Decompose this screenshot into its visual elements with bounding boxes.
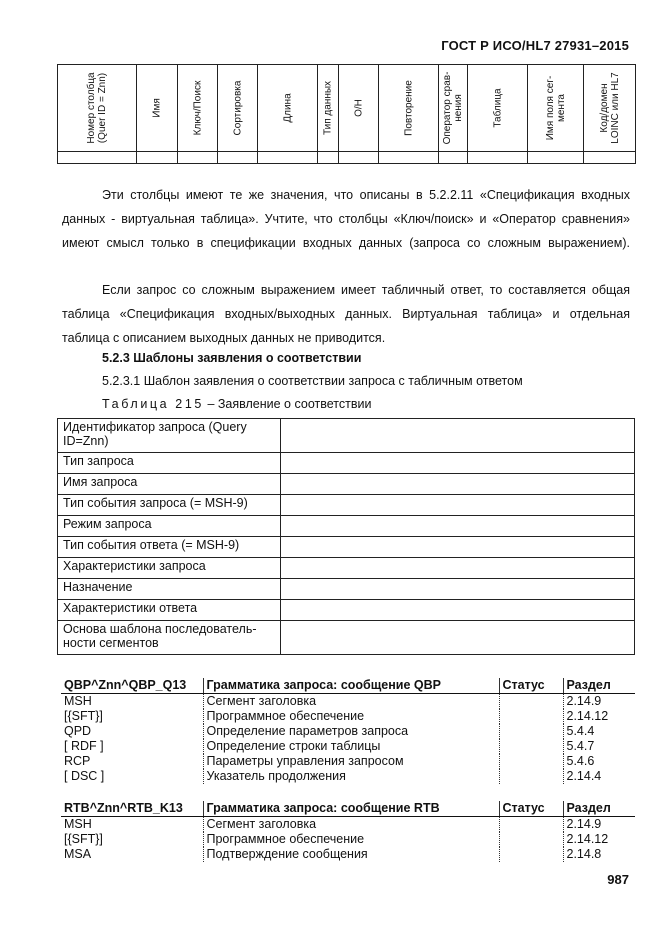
- table-row: Характеристики ответа: [58, 600, 635, 621]
- column-spec-table: [57, 64, 636, 164]
- col-on-header: О/Н: [339, 65, 379, 152]
- col-name-header: Имя: [137, 65, 178, 152]
- table-row: QPD Определение параметров запроса 5.4.4: [61, 724, 635, 739]
- table-row: Идентификатор запроса (Query ID=Znn): [58, 419, 635, 453]
- col-key-search-header: Ключ/Поиск: [178, 65, 218, 152]
- column-empty-row: [58, 152, 636, 164]
- grammar-header-row: RTB^Znn^RTB_K13 Грамматика запроса: сообщение RTB Статус Раздел: [61, 801, 635, 817]
- col-segment-field-header: Имя поля сег- мента: [528, 65, 584, 152]
- grammar-header-row: QBP^Znn^QBP_Q13 Грамматика запроса: сообщение QBP Статус Раздел: [61, 678, 635, 694]
- table-row: Характеристики запроса: [58, 558, 635, 579]
- table-row: [ RDF ] Определение строки таблицы 5.4.7: [61, 739, 635, 754]
- table-row: Тип события запроса (= MSH-9): [58, 495, 635, 516]
- col-table-header: Таблица: [468, 65, 528, 152]
- table-row: Назначение: [58, 579, 635, 600]
- section-heading: 5.2.3 Шаблоны заявления о соответствии: [102, 351, 362, 365]
- col-code-domain-header: Код/домен LOINC или HL7: [584, 65, 636, 152]
- table-caption-title: Заявление о соответствии: [217, 397, 372, 411]
- table-row: [{SFT}] Программное обеспечение 2.14.12: [61, 832, 635, 847]
- table-caption-dash: –: [207, 397, 215, 411]
- table-row: RCP Параметры управления запросом 5.4.6: [61, 754, 635, 769]
- table-row: Имя запроса: [58, 474, 635, 495]
- qbp-grammar-table: [61, 678, 635, 784]
- col-length-header: Длина: [258, 65, 318, 152]
- table-caption: [102, 397, 371, 411]
- paragraph-1: Эти столбцы имеют те же значения, что описаны в 5.2.2.11 «Спецификация входных данных - виртуальная таблица». Учтите, что столбцы «Ключ/поиск» и «Оператор сравнения» имеют смысл только в спецификации входных данных (запроса со сложным выражением).: [62, 188, 630, 250]
- rtb-grammar-table: [61, 801, 635, 862]
- table-row: [ DSC ] Указатель продолжения 2.14.4: [61, 769, 635, 784]
- col-sort-header: Сортировка: [218, 65, 258, 152]
- table-row: MSH Сегмент заголовка 2.14.9: [61, 817, 635, 833]
- table-row: [{SFT}] Программное обеспечение 2.14.12: [61, 709, 635, 724]
- section-subheading: 5.2.3.1 Шаблон заявления о соответствии запроса с табличным ответом: [102, 374, 523, 388]
- table-row: MSA Подтверждение сообщения 2.14.8: [61, 847, 635, 862]
- page-number: 987: [607, 872, 629, 887]
- table-row: MSH Сегмент заголовка 2.14.9: [61, 694, 635, 710]
- table-row: Тип запроса: [58, 453, 635, 474]
- col-datatype-header: Тип данных: [318, 65, 339, 152]
- table-row: Режим запроса: [58, 516, 635, 537]
- col-number-header: Номер столбца (Quer ID = Znn): [58, 65, 137, 152]
- paragraph-2: Если запрос со сложным выражением имеет табличный ответ, то составляется общая таблица «Спецификация входных/выходных данных. Виртуальная таблица» и отдельная таблица с описанием выходных данных не приводится.: [62, 283, 630, 345]
- table-row: Основа шаблона последователь-ности сегментов: [58, 621, 635, 655]
- col-repeat-header: Повторение: [379, 65, 439, 152]
- table-caption-label: Таблица 215: [102, 397, 204, 411]
- conformance-table: [57, 418, 635, 655]
- document-header: ГОСТ Р ИСО/HL7 27931–2015: [441, 38, 629, 53]
- column-header-row: [58, 65, 636, 152]
- col-operator-header: Оператор срав- нения: [439, 65, 468, 152]
- table-row: Тип события ответа (= MSH-9): [58, 537, 635, 558]
